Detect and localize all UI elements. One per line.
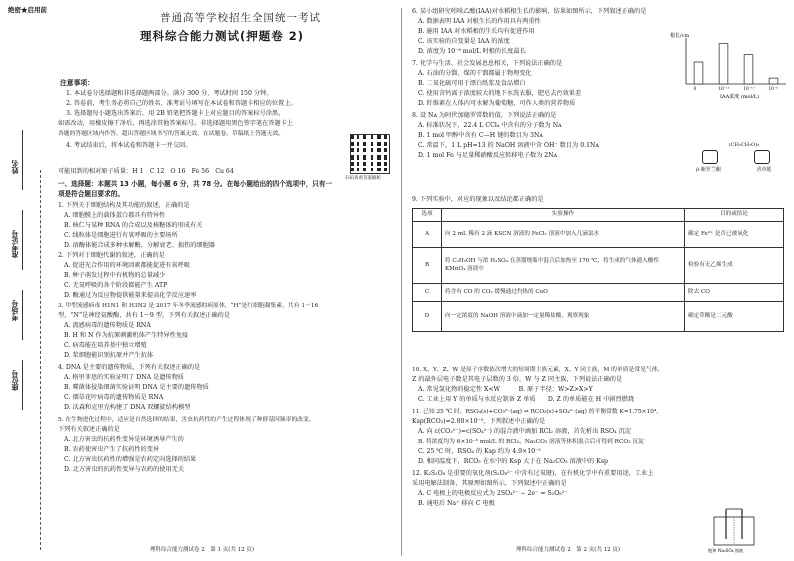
question-line: 3. 甲型流感病毒 H1N1 和 H3N2 是 2017 年冬季流感的病原体，“H”是红细胞凝集素，共有 1～16 — [58, 303, 319, 309]
option-line: A. 向 c(CO₃²⁻)=c(SO₄²⁻) 的混合液中滴加 RCl₂ 溶液，首先析出 RSO₄ 沉淀 — [418, 428, 632, 435]
option-line: A. 流感病毒的遗传物质是 RNA — [64, 322, 151, 329]
option-line: D. 纤维素在人体内可水解为葡萄糖，可作人类的营养物质 — [418, 100, 576, 107]
table-cell: A — [413, 222, 442, 248]
question-line: 采用电解法制备，其原理如图所示，下列叙述中正确的是 — [412, 480, 567, 487]
notice-line: 各题的答题区域内作答，超出答题区域书写的答案无效，在试题卷、草稿纸上答题无效。 — [58, 131, 285, 137]
bar-3 — [769, 78, 778, 84]
struct-label: 香草醛 — [756, 167, 772, 173]
question-line: 7. 化学与生活、社会发展息息相关，下列说法正确的是 — [412, 60, 563, 67]
side-label-name: 姓名 — [11, 160, 19, 174]
option-line: B. 噬菌体侵染细菌实验证明 DNA 是主要的遗传物质 — [64, 384, 209, 391]
option-line: B. 1 mol 甲醇中含有 C—H 键的数目为 3Nᴀ — [418, 132, 543, 139]
cut-line — [40, 170, 41, 550]
struct-label: (CH₃CH₂O)₃ — [728, 142, 760, 148]
secret-label: 绝密★启用前 — [8, 6, 47, 14]
option-line: C. 工业上用 Y 的单质与水反应制备 Z 单质 D. Z 的单质能在 H 中剧烈燃烧 — [418, 396, 635, 403]
table-cell: 将 C₂H₅OH 与浓 H₂SO₄ 在蒸馏烧瓶中混合后加热至 170 ℃，将生成的气体通入酸性 KMnO₄ 溶液中 — [442, 248, 685, 284]
option-line: A. 促进光合作用的环境因素都能促进有氧呼吸 — [64, 262, 190, 269]
option-line: D. 相同温度下，RCO₃ 在水中的 Ksp 大于在 Na₂CO₃ 溶液中的 Ksp — [418, 458, 608, 465]
page-footer: 理科综合能力测试卷 2 第 2 页(共 12 页) — [516, 547, 621, 553]
option-line: C. 无氧呼吸的各个阶段都能产生 ATP — [64, 282, 168, 289]
page-footer: 理科综合能力测试卷 2 第 1 页(共 12 页) — [150, 547, 255, 553]
option-line: A. 北方害虫的抗药性变异是环境诱导产生的 — [64, 436, 184, 443]
table-header: 选项 — [413, 209, 442, 222]
option-line: C. 使用含钙离子浓度较大的地下水洗衣服，肥皂去污效果差 — [418, 90, 582, 97]
notice-line: 如需改动，用橡皮擦干净后，再选涂其他答案标号。非选择题用黑色签字笔在答题卡上 — [58, 120, 294, 127]
table-cell: 除去 CO — [685, 284, 784, 302]
option-line: D. 1 mol Fe 与足量稀硝酸反应转移电子数为 2Nᴀ — [418, 152, 558, 159]
option-line: D. 溶酶体能合成多种水解酶，分解衰老、损伤的细胞器 — [64, 242, 215, 249]
x-axis-label: IAA浓度 (mol/L) — [720, 94, 760, 100]
option-line: A. C 电极上的电极反应式为 2SO₄²⁻ − 2e⁻ = S₂O₈²⁻ — [418, 490, 568, 497]
question-line: 型，“N”是神经氨酸酶，共有 1～9 型。下列有关叙述正确的是 — [58, 312, 231, 319]
right-page — [406, 0, 794, 561]
exam-title: 普通高等学校招生全国统一考试 — [160, 12, 321, 24]
struct-label: β-紫罗兰酮 — [696, 167, 721, 173]
section1-heading-cont: 项是符合题目要求的。 — [58, 190, 124, 198]
option-line: A. 数据表明 IAA 对根生长的作用具有两重性 — [418, 18, 541, 25]
table-header-row — [413, 209, 784, 222]
seat-blank — [22, 360, 23, 410]
question-line: 9. 下列实验中，对应的现象以及结论都正确的是 — [412, 196, 544, 203]
section1-heading: 一、选择题：本题共 13 小题，每小题 6 分，共 78 分。在每小题给出的四个选项中，只有一 — [58, 180, 333, 188]
option-line: A. 石油的分馏、煤的干馏都属于物理变化 — [418, 70, 532, 77]
table-cell: 检验有无乙烯生成 — [685, 248, 784, 284]
question-line: 4. DNA 是主要的遗传物质，下列有关叙述正确的是 — [58, 364, 201, 371]
table-row — [413, 284, 784, 302]
room-blank — [22, 290, 23, 340]
question-line: 下列有关叙述正确的是 — [58, 426, 120, 433]
option-line: C. 常温下，1 L pH=13 的 NaOH 溶液中含 OH⁻ 数目为 0.1Nᴀ — [418, 142, 599, 149]
table-row — [413, 222, 784, 248]
binding-margin — [0, 50, 50, 550]
option-line: A. 细胞膜上的载体蛋白都具有特异性 — [64, 212, 166, 219]
notice-line: 1. 本试卷分选择题和非选择题两部分。满分 300 分，考试时间 150 分钟。 — [66, 90, 273, 97]
bar-1 — [719, 44, 728, 84]
qr-code — [350, 134, 390, 174]
x-tick-label: 10⁻¹⁰ — [743, 86, 755, 91]
option-line: D. 浓度为 10⁻⁸ mol/L 时根的长度最长 — [418, 48, 526, 55]
option-line: C. 25 ℃ 时，RSO₄ 的 Ksp 约为 4.9×10⁻⁵ — [418, 448, 541, 455]
table-row — [413, 302, 784, 332]
table-header: 目的或结论 — [685, 209, 784, 222]
question-line: Z 的最外层电子数是其电子层数的 3 倍，W 与 Z 同主族，下列说法正确的是 — [412, 376, 623, 383]
notice-line: 4. 考试结束后，将本试卷和答题卡一并交回。 — [66, 142, 192, 149]
table-cell: 确定草酸是二元酸 — [685, 302, 784, 332]
option-line: D. 酶通过为反应物提供能量来提高化学反应速率 — [64, 292, 197, 299]
y-axis-label: 根长/cm — [670, 33, 690, 39]
question-line: 12. K₂S₂O₈ 是重要的氧化剂(S₂O₈²⁻ 中含有过氧键)，在有机化学中有重要用途，工业上 — [412, 470, 654, 477]
option-line: D. 沃森和克里克构建了 DNA 双螺旋结构模型 — [64, 404, 191, 411]
bar-2 — [744, 55, 753, 84]
x-tick-label: 10⁻⁸ — [768, 86, 778, 91]
apparatus-label: 饱和 Na₂SO₄ 溶液 — [708, 548, 744, 553]
option-line: B. 核仁与某种 RNA 的合成以及核糖体的形成有关 — [64, 222, 203, 229]
question-line: 10. X、Y、Z、W 是原子序数依次增大的短周期主族元素，X、Y 同主族，M 的单质是常见气体， — [412, 367, 664, 373]
table-cell: 向 2 mL 稀有 2 滴 KSCN 溶液的 FeCl₂ 溶液中加入几滴氯水 — [442, 222, 685, 248]
side-label-id: 准考证号 — [11, 230, 19, 258]
question-line: Ksp(RCO₃)=2.80×10⁻⁹，下列叙述中正确的是 — [412, 418, 546, 425]
option-line: A. 常见氢化物的稳定性 X<W B. 原子半径：W>Z>X>Y — [418, 386, 593, 393]
table-cell: B — [413, 248, 442, 284]
bar-0 — [694, 62, 703, 84]
table-cell: D — [413, 302, 442, 332]
id-blank — [22, 210, 23, 270]
table-cell: 将含有 CO 的 CO₂ 缓慢通过灼热的 CuO — [442, 284, 685, 302]
option-line: B. 通电后 Na⁺ 移向 C 电极 — [418, 500, 495, 507]
question-line: 8. 设 Nᴀ 为阿伏加德罗常数的值，下列说法正确的是 — [412, 112, 557, 119]
electrolysis-apparatus — [706, 505, 766, 555]
notice-line: 2. 答卷前，考生务必将自己的姓名、准考证号填写在本试卷和答题卡相应的位置上。 — [66, 100, 297, 107]
option-line: C. 北方害虫抗药性的增强是农药定向选择的结果 — [64, 456, 197, 463]
x-tick-label: 10⁻¹² — [718, 86, 730, 91]
option-line: B. 种子萌发过程中有机物的总量减少 — [64, 272, 166, 279]
table-cell: 向一定浓度的 NaOH 溶液中滴加一定量稀盐酸，观察现象 — [442, 302, 685, 332]
question-line: 11. 已知 25 ℃ 时，RSO₄(s)+CO₃²⁻(aq) ⇌ RCO₃(s)+SO₄²⁻(aq) 的平衡常数 K=1.75×10⁴， — [412, 409, 663, 415]
option-line: B. 二氧化硫可用于漂白纸浆及食品增白 — [418, 80, 526, 87]
option-line: D. 浆细胞能识别抗原并产生抗体 — [64, 352, 154, 359]
option-line: D. 北方害虫的抗药性变异与农药的使用无关 — [64, 466, 185, 473]
x-tick-label: 0 — [693, 86, 697, 91]
option-line: C. 该实验的自变量是 IAA 的浓度 — [418, 38, 510, 45]
question-line: 6. 某小组研究吲哚乙酸(IAA)对水稻根生长的影响，结果如图所示，下列叙述正确的是 — [412, 8, 647, 15]
question-line: 1. 下列关于细胞结构及其功能的叙述，正确的是 — [58, 202, 190, 209]
name-blank — [22, 130, 23, 190]
question-line: 5. 在生物进化过程中，适应是自然选择的结果，害虫抗药性的产生过程体现了种群基因频率的改变， — [58, 417, 315, 423]
question-line: 2. 下列对于细胞代谢的叙述，正确的是 — [58, 252, 165, 259]
option-line: A. 标准状况下，22.4 L CCl₄ 中含有的分子数为 Nᴀ — [418, 122, 562, 129]
table-row — [413, 248, 784, 284]
qr-caption: 扫码查看答案解析 — [345, 176, 381, 181]
option-line: C. 病毒能在培养基中独立增殖 — [64, 342, 147, 349]
page-divider — [401, 8, 402, 556]
option-line: B. 农药使害虫产生了抗药性的变异 — [64, 446, 160, 453]
experiment-table — [412, 208, 784, 332]
iaa-bar-chart — [668, 30, 790, 100]
option-line: B. H 和 N 作为抗原刺激机体产生特异性免疫 — [64, 332, 189, 339]
side-label-seat: 座位号 — [11, 370, 19, 391]
side-label-room: 考场号 — [11, 300, 19, 321]
atomic-masses: 可能用到的相对原子质量：H 1 C 12 O 16 Fe 56 Cu 64 — [58, 168, 234, 175]
option-line: C. 烟草花叶病毒的遗传物质是 RNA — [64, 394, 164, 401]
option-line: A. 格里菲思的实验证明了 DNA 是遗传物质 — [64, 374, 184, 381]
table-cell: 确定 Fe²⁺ 是否已被氧化 — [685, 222, 784, 248]
option-line: C. 线粒体是细胞进行有氧呼吸的主要场所 — [64, 232, 178, 239]
option-line: B. 施用 IAA 对水稻根的生长均有促进作用 — [418, 28, 535, 35]
notice-heading: 注意事项： — [60, 79, 94, 87]
table-cell: C — [413, 284, 442, 302]
benzene-ring-icon — [702, 150, 718, 164]
exam-subtitle: 理科综合能力测试(押题卷 2) — [140, 29, 305, 43]
option-line: B. 将浓度均为 6×10⁻⁶ mol/L 的 RCl₂、Na₂CO₃ 溶液等体积混合后可得到 RCO₃ 沉淀 — [418, 439, 644, 445]
notice-line: 3. 选择题每小题选出答案后，用 2B 铅笔把答题卡上对应题目的答案标号涂黑， — [66, 110, 285, 117]
benzene-ring-icon — [754, 150, 770, 164]
table-header: 实验操作 — [442, 209, 685, 222]
